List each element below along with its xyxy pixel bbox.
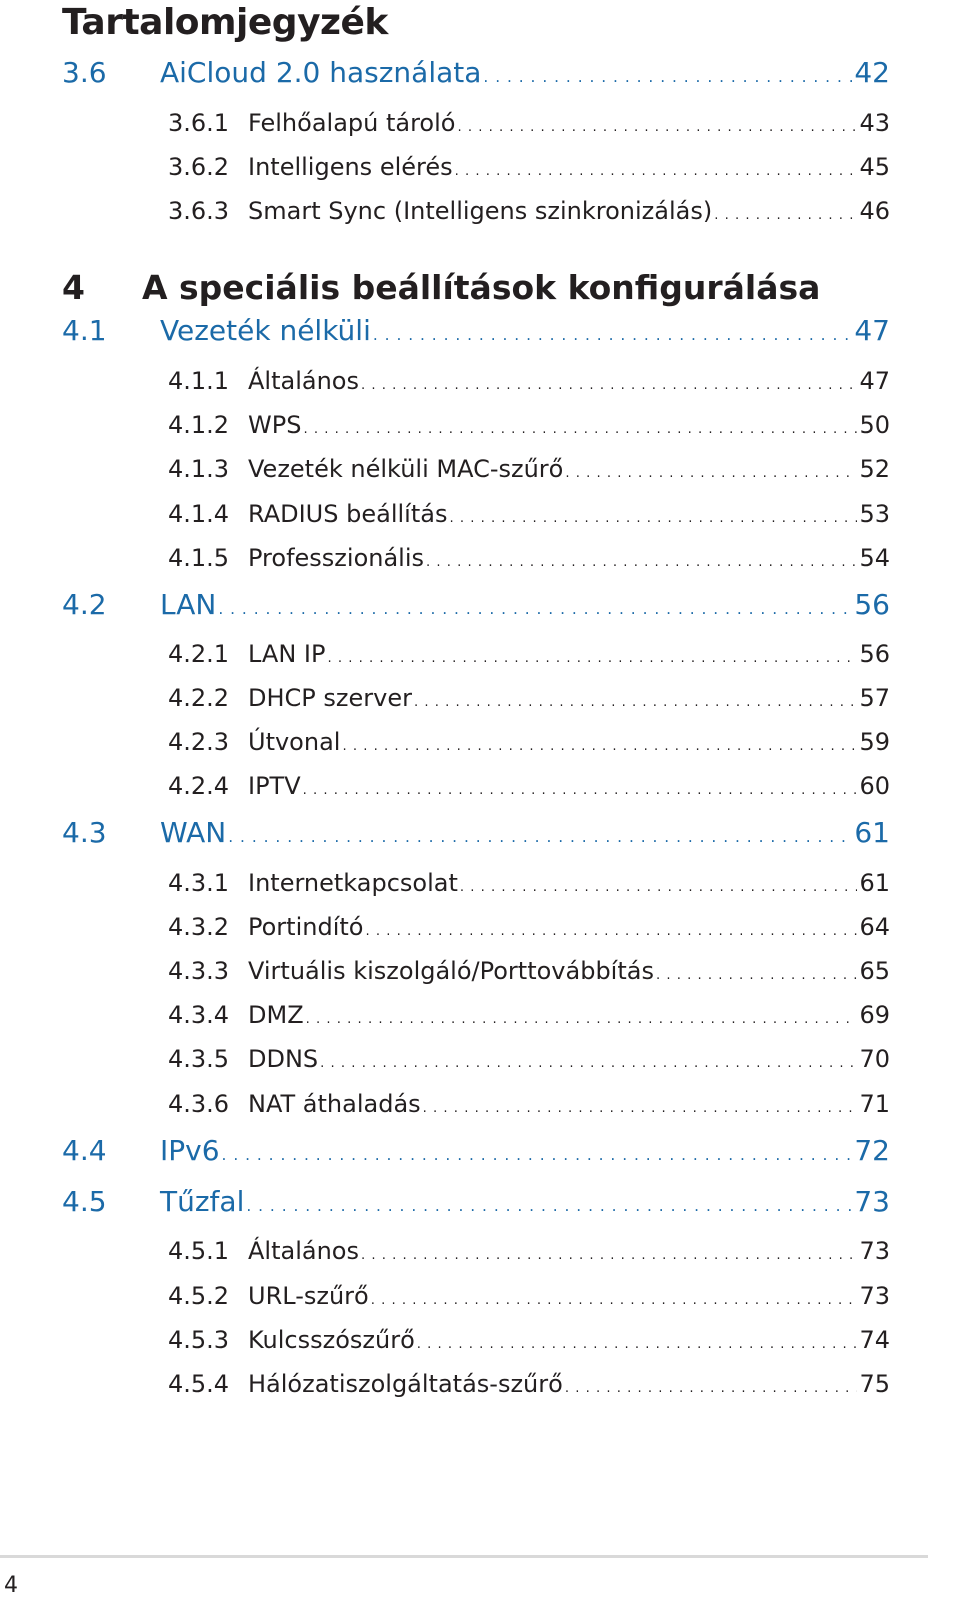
toc-title: LAN IP [248,640,326,668]
toc-title: WAN [160,816,227,849]
toc-page-number: 46 [859,197,890,225]
toc-leader-dots [218,600,852,618]
toc-leader-dots [371,1293,858,1308]
toc-title: A speciális beállítások konfigurálása [142,268,821,307]
toc-leader-dots [303,783,858,798]
toc-number: 3.6 [62,56,107,89]
toc-leader-dots [714,208,857,223]
toc-number: 4.1.1 [168,367,230,395]
toc-leader-dots [228,828,852,846]
toc-page-number: 47 [859,367,890,395]
toc-subsection-entry[interactable] [168,411,890,439]
toc-subsection-entry[interactable] [168,1326,890,1354]
toc-title: Felhőalapú tároló [248,109,456,137]
toc-title: AiCloud 2.0 használata [160,56,482,89]
toc-section-entry[interactable] [62,588,890,621]
toc-page-number: 52 [859,455,890,483]
toc-leader-dots [457,120,857,135]
toc-chapter-entry[interactable] [62,268,821,307]
toc-number: 3.6.2 [168,153,230,181]
toc-leader-dots [306,1012,858,1027]
toc-subsection-entry[interactable] [168,197,890,225]
toc-number: 4.2.2 [168,684,230,712]
toc-leader-dots [222,1146,853,1164]
toc-leader-dots [414,695,857,710]
toc-title: Kulcsszószűrő [248,1326,415,1354]
toc-section-entry[interactable] [62,1134,890,1167]
toc-page-number: 56 [859,640,890,668]
toc-number: 4.3.1 [168,869,230,897]
toc-title: Intelligens elérés [248,153,453,181]
toc-title: DMZ [248,1001,304,1029]
toc-subsection-entry[interactable] [168,153,890,181]
toc-title: RADIUS beállítás [248,500,448,528]
toc-number: 4.2.3 [168,728,230,756]
toc-page-number: 60 [859,772,890,800]
toc-title: DHCP szerver [248,684,412,712]
toc-subsection-entry[interactable] [168,109,890,137]
toc-page-number: 74 [859,1326,890,1354]
toc-subsection-entry[interactable] [168,913,890,941]
toc-title: Smart Sync (Intelligens szinkronizálás) [248,197,713,225]
page-number: 4 [4,1573,18,1598]
page-title: Tartalomjegyzék [62,2,388,43]
toc-number: 4.5 [62,1185,107,1218]
toc-subsection-entry[interactable] [168,684,890,712]
toc-leader-dots [361,1248,857,1263]
toc-page-number: 50 [859,411,890,439]
toc-subsection-entry[interactable] [168,1045,890,1073]
toc-page-number: 73 [859,1237,890,1265]
toc-page-number: 57 [859,684,890,712]
toc-title: IPv6 [160,1134,220,1167]
toc-number: 4.2.4 [168,772,230,800]
toc-number: 4.1.4 [168,500,230,528]
toc-subsection-entry[interactable] [168,640,890,668]
toc-page-number: 70 [859,1045,890,1073]
toc-number: 4.3 [62,816,107,849]
toc-leader-dots [320,1056,857,1071]
toc-title: Internetkapcsolat [248,869,458,897]
toc-leader-dots [327,651,857,666]
toc-number: 4.3.3 [168,957,230,985]
toc-page-number: 69 [859,1001,890,1029]
toc-title: Útvonal [248,728,341,756]
toc-leader-dots [417,1337,858,1352]
toc-page-number: 53 [859,500,890,528]
toc-subsection-entry[interactable] [168,1090,890,1118]
toc-subsection-entry[interactable] [168,728,890,756]
toc-title: WPS [248,411,302,439]
toc-title: Vezeték nélküli [160,314,371,347]
toc-leader-dots [565,466,857,481]
toc-leader-dots [426,555,857,570]
toc-subsection-entry[interactable] [168,1001,890,1029]
toc-number: 4.4 [62,1134,107,1167]
toc-title: Portindító [248,913,364,941]
toc-title: Professzionális [248,544,425,572]
toc-leader-dots [246,1197,852,1215]
toc-page-number: 47 [854,314,890,347]
toc-title: Virtuális kiszolgáló/Porttovábbítás [248,957,654,985]
toc-section-entry[interactable] [62,56,890,89]
toc-leader-dots [365,924,857,939]
toc-subsection-entry[interactable] [168,544,890,572]
toc-subsection-entry[interactable] [168,367,890,395]
toc-title: DDNS [248,1045,319,1073]
toc-page-number: 61 [854,816,890,849]
toc-subsection-entry[interactable] [168,869,890,897]
toc-page-number: 42 [854,56,890,89]
toc-subsection-entry[interactable] [168,1370,890,1398]
toc-subsection-entry[interactable] [168,1282,890,1310]
toc-number: 4.1 [62,314,107,347]
toc-page-number: 54 [859,544,890,572]
toc-subsection-entry[interactable] [168,500,890,528]
toc-subsection-entry[interactable] [168,957,890,985]
toc-number: 4.2 [62,588,107,621]
toc-subsection-entry[interactable] [168,455,890,483]
toc-leader-dots [656,968,857,983]
toc-page-number: 45 [859,153,890,181]
toc-number: 4.5.2 [168,1282,230,1310]
toc-number: 4.2.1 [168,640,230,668]
toc-page-number: 64 [859,913,890,941]
toc-leader-dots [460,880,858,895]
toc-number: 4.1.3 [168,455,230,483]
toc-section-entry[interactable] [62,816,890,849]
toc-title: LAN [160,588,217,621]
toc-page-number: 73 [854,1185,890,1218]
toc-title: Általános [248,367,359,395]
toc-leader-dots [483,68,852,86]
toc-leader-dots [565,1381,858,1396]
toc-title: NAT áthaladás [248,1090,421,1118]
toc-page-number: 61 [859,869,890,897]
toc-title: Hálózatiszolgáltatás-szűrő [248,1370,563,1398]
toc-page-number: 73 [859,1282,890,1310]
toc-title: Általános [248,1237,359,1265]
toc-number: 3.6.3 [168,197,230,225]
toc-page-number: 71 [859,1090,890,1118]
toc-number: 4.3.4 [168,1001,230,1029]
toc-title: Tűzfal [160,1185,245,1218]
toc-leader-dots [373,326,852,344]
toc-leader-dots [455,164,858,179]
toc-title: IPTV [248,772,301,800]
toc-leader-dots [449,511,857,526]
toc-number: 4.3.2 [168,913,230,941]
toc-page-number: 75 [859,1370,890,1398]
toc-number: 4 [62,268,85,307]
toc-page-number: 43 [859,109,890,137]
toc-number: 4.5.3 [168,1326,230,1354]
toc-page-number: 56 [854,588,890,621]
toc-number: 4.3.5 [168,1045,230,1073]
toc-leader-dots [303,422,857,437]
toc-title: URL-szűrő [248,1282,369,1310]
toc-page-number: 72 [854,1134,890,1167]
toc-title: Vezeték nélküli MAC-szűrő [248,455,564,483]
toc-leader-dots [342,739,857,754]
toc-number: 4.1.2 [168,411,230,439]
toc-number: 4.5.1 [168,1237,230,1265]
toc-number: 4.5.4 [168,1370,230,1398]
toc-number: 3.6.1 [168,109,230,137]
toc-subsection-entry[interactable] [168,772,890,800]
toc-section-entry[interactable] [62,1185,890,1218]
toc-number: 4.1.5 [168,544,230,572]
toc-page-number: 59 [859,728,890,756]
toc-subsection-entry[interactable] [168,1237,890,1265]
toc-leader-dots [361,378,857,393]
toc-number: 4.3.6 [168,1090,230,1118]
footer-divider [0,1555,928,1558]
toc-section-entry[interactable] [62,314,890,347]
toc-page-number: 65 [859,957,890,985]
toc-leader-dots [423,1101,858,1116]
